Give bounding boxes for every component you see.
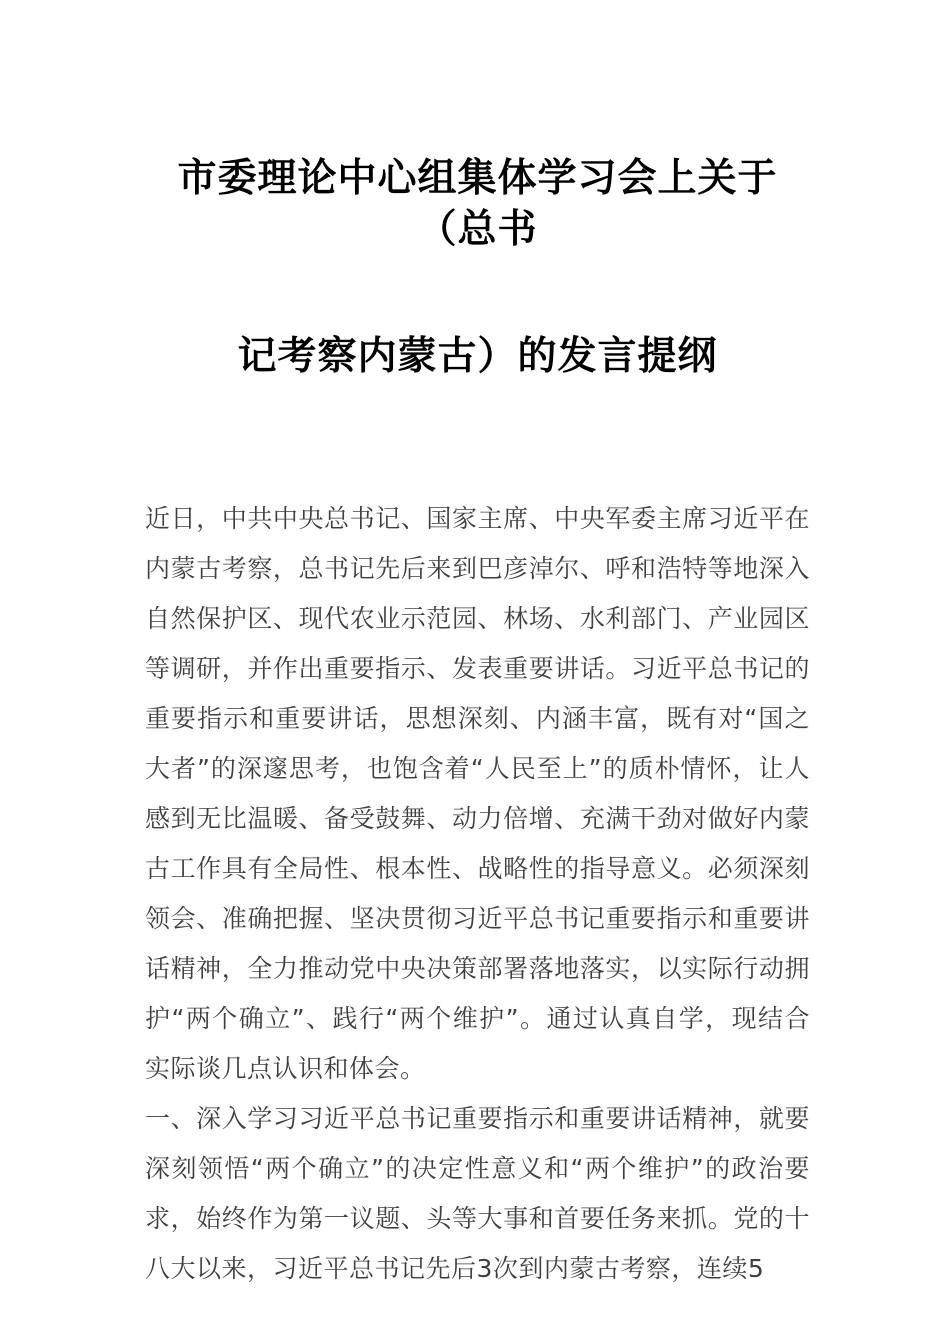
document-body: [145, 494, 810, 1294]
document-title-line-2: 记考察内蒙古）的发言提纲: [237, 333, 718, 379]
document-title-line-1: 市委理论中心组集体学习会上关于（总书: [177, 156, 778, 252]
document-title: [145, 154, 810, 382]
body-paragraph-2: 一、深入学习习近平总书记重要指示和重要讲话精神，就要深刻领悟“两个确立”的决定性意义和“两个维护”的政治要求，始终作为第一议题、头等大事和首要任务来抓。党的十八大以来，习近平总书记先后3次到内蒙古考察，连续5: [145, 1104, 810, 1284]
body-paragraph-1: 近日，中共中央总书记、国家主席、中央军委主席习近平在内蒙古考察，总书记先后来到巴彦淖尔、呼和浩特等地深入自然保护区、现代农业示范园、林场、水利部门、产业园区等调研，并作出重要指示、发表重要讲话。习近平总书记的重要指示和重要讲话，思想深刻、内涵丰富，既有对“国之大者”的深邃思考，也饱含着“人民至上”的质朴情怀，让人感到无比温暖、备受鼓舞、动力倍增、充满干劲对做好内蒙古工作具有全局性、根本性、战略性的指导意义。必须深刻领会、准确把握、坚决贯彻习近平总书记重要指示和重要讲话精神，全力推动党中央决策部署落地落实，以实际行动拥护“两个确立”、践行“两个维护”。通过认真自学，现结合实际谈几点认识和体会。: [145, 504, 810, 1084]
